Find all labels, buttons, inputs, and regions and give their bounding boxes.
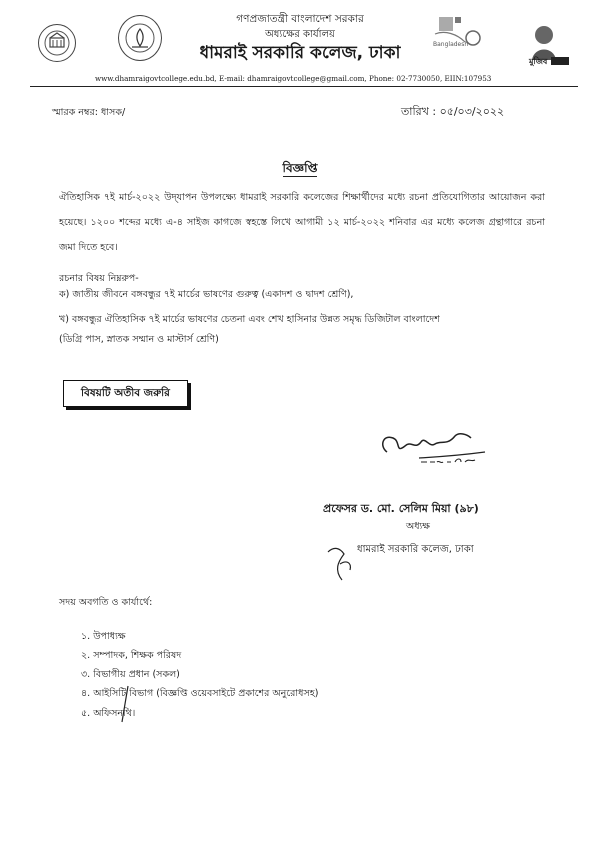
subject-item-2-continued: (ডিগ্রি পাস, স্নাতক সম্মান ও মাস্টার্স শ্রেণি) [59,334,219,345]
signatory-college: ধামরাই সরকারি কলেজ, ঢাকা [357,544,474,555]
distribution-item: ৫. অফিসনথি। [81,708,136,719]
memo-number: স্মারক নম্বর: ধাসক/ [52,107,126,118]
pen-mark-icon [320,540,360,590]
contact-line: www.dhamraigovtcollege.edu.bd, E-mail: dhamraigovtcollege@gmail.com, Phone: 02-7730050, EIIN:107953 [95,74,492,83]
handwritten-signature [375,424,495,474]
digital-bangladesh-text: Bangladesh [433,41,469,48]
signatory-name: প্রফেসর ড. মো. সেলিম মিয়া (৯৮) [323,502,479,515]
signature-icon [375,424,495,474]
distribution-item: ৩. বিভাগীয় প্রধান (সকল) [81,669,180,680]
subject-item-2: খ) বঙ্গবন্ধুর ঐতিহাসিক ৭ই মার্চের ভাষণের চেতনা এবং শেখ হাসিনার উন্নত সমৃদ্ধ ডিজিটাল বাংলাদেশ [59,314,440,325]
college-title: ধামরাই সরকারি কলেজ, ঢাকা [199,43,401,63]
distribution-check-mark [118,684,134,724]
notice-heading [0,160,600,180]
urgent-notice-box [63,380,188,407]
notice-body: ঐতিহাসিক ৭ই মার্চ-২০২২ উদ্‌যাপন উপলক্ষ্যে ধামরাই সরকারি কলেজের শিক্ষার্থীদের মধ্যে রচনা প্রতিযোগিতার আয়োজন করা হয়েছে। ১২০০ শব্দের মধ্যে এ-৪ সাইজ কাগজে স্বহস্তে লিখে আগামী ১২ মার্চ-২০২২ শনিবার এর মধ্যে কলেজ গ্রন্থাগারে রচনা জমা দিতে হবে। [59,192,545,253]
header-divider [30,86,578,87]
check-stroke-icon [118,684,134,724]
subject-title: রচনার বিষয় নিম্নরুপ- [59,273,139,284]
mujib-text: মুজিব [529,57,548,66]
urgent-notice-text: বিষয়টি অতীব জরুরি [81,387,170,399]
government-title: গণপ্রজাতন্ত্রী বাংলাদেশ সরকার [236,13,364,25]
notice-heading-text: বিজ্ঞপ্তি [282,161,318,175]
subject-item-1: ক) জাতীয় জীবনে বঙ্গবন্ধুর ৭ই মার্চের ভাষণের গুরুত্ব (একাদশ ও দ্বাদশ শ্রেণি), [59,289,354,300]
distribution-item: ১. উপাধ্যক্ষ [81,631,126,642]
distribution-item: ৪. আইসিটি বিভাগ (বিজ্ঞপ্তি ওয়েবসাইটে প্রকাশের অনুরোধসহ) [81,688,319,699]
distribution-item: ২. সম্পাদক, শিক্ষক পরিষদ [81,650,182,661]
signatory-title: অধ্যক্ষ [406,521,431,532]
memo-date: তারিখ : ০৫/০৩/২০২২ [401,105,505,118]
distribution-title: সদয় অবগতি ও কার্যার্থে: [59,597,153,608]
handwritten-mark [320,540,360,590]
office-title: অধ্যক্ষের কার্যালয় [265,29,335,40]
